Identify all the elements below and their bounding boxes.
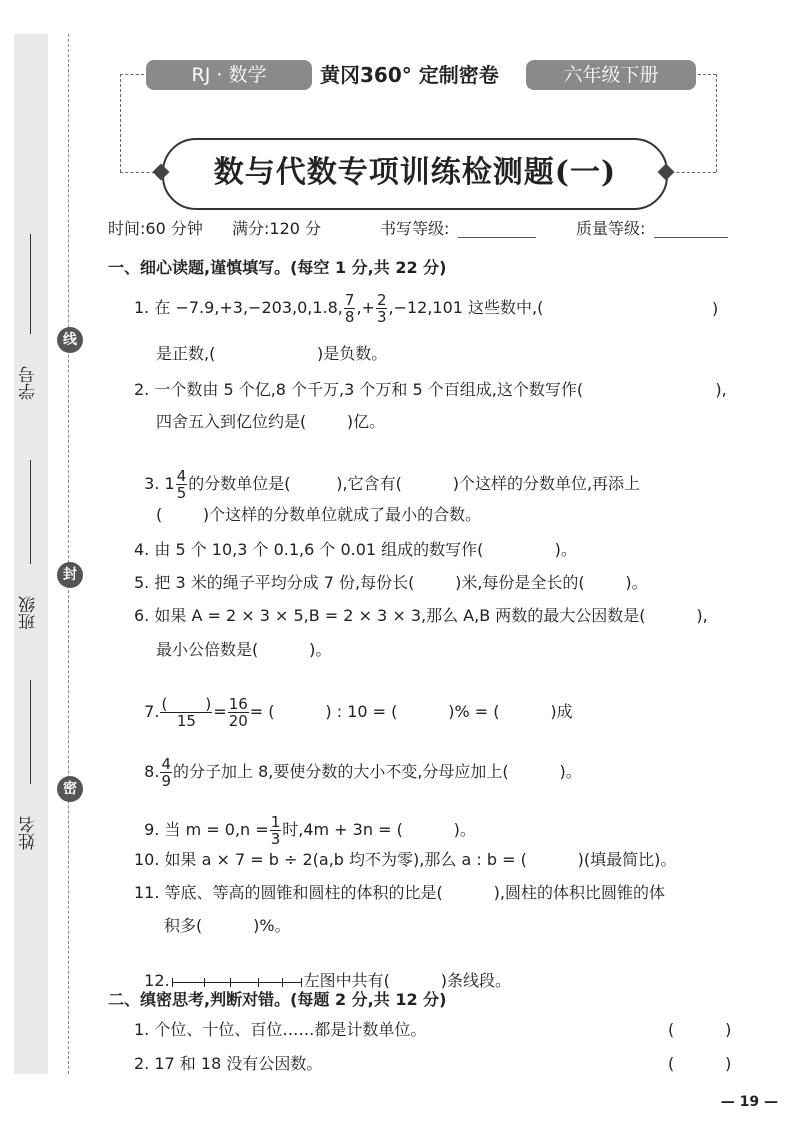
- numerator: 4: [161, 755, 171, 773]
- time-info: 时间:60 分钟: [108, 219, 203, 238]
- q7-text-b: =: [213, 702, 227, 721]
- class-field[interactable]: [30, 460, 31, 564]
- seal-line: 线: [57, 327, 83, 353]
- header-dash-left: [120, 74, 144, 75]
- score-info: 满分:120 分: [232, 219, 322, 238]
- frame-dash-left: [120, 74, 121, 172]
- segment-tick: [301, 978, 302, 987]
- q3-text-a: 3. 1: [144, 474, 175, 493]
- fraction: [376, 292, 388, 325]
- judge-answer-1[interactable]: ( ): [668, 1020, 732, 1039]
- question-2-line2: 四舍五入到亿位约是( )亿。: [156, 412, 386, 431]
- frame-dash-right: [716, 74, 717, 172]
- q8-text-a: 8.: [144, 762, 160, 781]
- denominator: 8: [344, 308, 355, 326]
- fraction: [228, 696, 249, 729]
- writing-grade-field[interactable]: [458, 221, 536, 238]
- question-9: [134, 794, 476, 847]
- class-label: 班级: [19, 596, 39, 630]
- q1-text-b: ,+: [356, 298, 375, 317]
- subject-pill: RJ · 数学: [146, 60, 312, 90]
- numerator: 16: [228, 695, 248, 713]
- denominator: 3: [376, 308, 387, 326]
- judge-answer-2[interactable]: ( ): [668, 1054, 732, 1073]
- page-title: 数与代数专项训练检测题(一): [162, 138, 668, 210]
- question-10: 10. 如果 a × 7 = b ÷ 2(a,b 均不为零),那么 a : b = ( )(填最简比)。: [134, 850, 677, 869]
- brand-name: 黄冈360° 定制密卷: [320, 63, 499, 87]
- q12-text-b: 左图中共有( )条线段。: [303, 971, 511, 990]
- student-no-field[interactable]: [30, 234, 31, 334]
- denominator: 15: [176, 712, 196, 730]
- q9-text-a: 9. 当 m = 0,n =: [144, 820, 269, 839]
- q8-text-b: 的分子加上 8,要使分数的大小不变,分母应加上( )。: [172, 762, 582, 781]
- judge-question-1: 1. 个位、十位、百位……都是计数单位。: [134, 1020, 427, 1039]
- line-segment-figure: [172, 977, 302, 987]
- seal-seal: 封: [57, 562, 83, 588]
- question-3-line2: ( )个这样的分数单位就成了最小的合数。: [156, 505, 482, 524]
- quality-grade-field[interactable]: [654, 221, 728, 238]
- fraction: [160, 756, 172, 789]
- grade-pill: 六年级下册: [526, 60, 696, 90]
- numerator: ( ): [161, 695, 212, 713]
- student-no-label: 学号: [19, 366, 39, 400]
- judge-question-2: 2. 17 和 18 没有公因数。: [134, 1054, 323, 1073]
- quality-grade-label: 质量等级:: [576, 219, 646, 238]
- fraction: [160, 696, 212, 729]
- q7-text-c: = ( ) : 10 = ( )% = ( )成: [249, 702, 573, 721]
- q3-text-b: 的分数单位是( ),它含有( )个这样的分数单位,再添上: [188, 474, 641, 493]
- name-label: 姓名: [19, 816, 39, 850]
- fraction: [176, 468, 188, 501]
- segment-tick: [282, 978, 283, 987]
- question-8: [134, 736, 582, 789]
- page-number: — 19 —: [720, 1094, 778, 1110]
- question-1: [134, 292, 543, 325]
- name-field[interactable]: [30, 680, 31, 784]
- numerator: 4: [176, 467, 187, 485]
- numerator: 7: [344, 291, 355, 309]
- question-3: [134, 448, 640, 501]
- q1-text-c: ,−12,101 这些数中,(: [388, 298, 544, 317]
- q1-text-a: 1. 在 −7.9,+3,−203,0,1.8,: [134, 298, 343, 317]
- question-12: [134, 951, 511, 991]
- denominator: 9: [161, 772, 171, 790]
- segment-tick: [172, 978, 173, 987]
- fraction: [270, 814, 282, 847]
- segment-tick: [230, 978, 231, 987]
- writing-grade-label: 书写等级:: [380, 219, 450, 238]
- binding-strip: [14, 34, 48, 1074]
- q12-text-a: 12.: [144, 971, 170, 990]
- question-11-line2: 积多( )%。: [164, 916, 291, 935]
- question-6: 6. 如果 A = 2 × 3 × 5,B = 2 × 3 × 3,那么 A,B 两数的最大公因数是( ),: [134, 606, 708, 625]
- section1-heading: 一、细心读题,谨慎填写。(每空 1 分,共 22 分): [108, 258, 447, 277]
- cut-line: [68, 34, 69, 1074]
- question-11: 11. 等底、等高的圆锥和圆柱的体积的比是( ),圆柱的体积比圆锥的体: [134, 883, 665, 902]
- question-7: [134, 676, 573, 729]
- segment-tick: [204, 978, 205, 987]
- denominator: 20: [228, 712, 248, 730]
- question-1-line2: 是正数,( )是负数。: [156, 344, 388, 363]
- numerator: 2: [376, 291, 387, 309]
- section2-heading: 二、缜密思考,判断对错。(每题 2 分,共 12 分): [108, 990, 447, 1009]
- question-4: 4. 由 5 个 10,3 个 0.1,6 个 0.01 组成的数写作( )。: [134, 540, 577, 559]
- denominator: 5: [176, 484, 187, 502]
- question-2: 2. 一个数由 5 个亿,8 个千万,3 个万和 5 个百组成,这个数写作( ),: [134, 380, 727, 399]
- q7-text-a: 7.: [144, 702, 160, 721]
- question-5: 5. 把 3 米的绳子平均分成 7 份,每份长( )米,每份是全长的( )。: [134, 573, 648, 592]
- q9-text-b: 时,4m + 3n = ( )。: [282, 820, 476, 839]
- fraction: [344, 292, 356, 325]
- question-6-line2: 最小公倍数是( )。: [156, 640, 332, 659]
- segment-tick: [258, 978, 259, 987]
- seal-secret: 密: [57, 776, 83, 802]
- header-dash-right: [698, 74, 716, 75]
- q1-paren-close: ): [712, 299, 719, 318]
- denominator: 3: [270, 830, 281, 848]
- numerator: 1: [270, 813, 281, 831]
